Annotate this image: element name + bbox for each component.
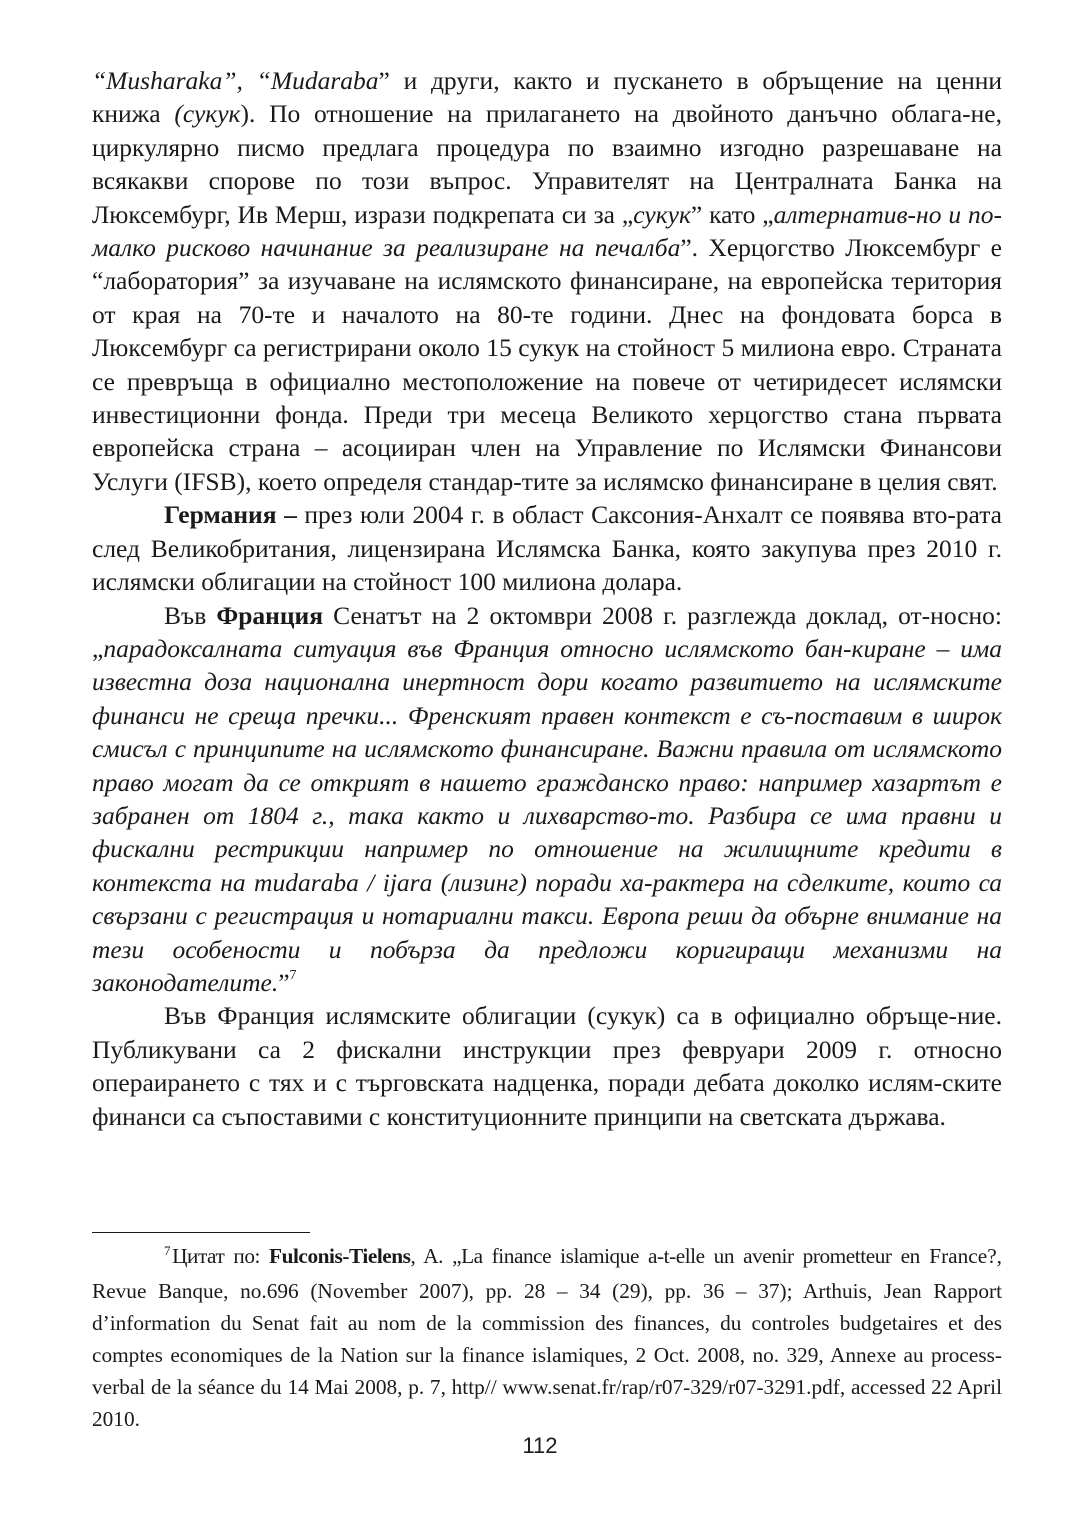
text-segment: ). По отношение на прилагането на двойното данъчно облага-не, циркулярно писмо предлага процедура по взаимно изгодно разрешаване на всякакви спорове по този въпрос. Управителят на Централната Банка на Люксембург, Ив Мерш, изрази подкрепата си за „ <box>92 99 1002 229</box>
quote-alternative: алтернатив-но и по-малко рисково начинание за реализиране на печалба <box>92 199 1003 263</box>
paragraph-germany <box>92 498 1002 598</box>
text-segment: ”. Херцогство Люксембург е “лаборатория” за изучаване на ислямското финансиране, на европейска територия от края на 70-те и началото на 80-те години. Днес на фондовата борса в Люксембург са регистрирани около 15 сукук на стойност 5 милиона евро. Страната се превръща в официално местоположение на повече от четиридесет ислямски инвестиционни фонда. Преди три месеца Великото херцогство стана първата европейска страна – асоцииран член на Управление по Ислямски Финансови Услуги (IFSB), което определя стандар-тите за ислямско финансиране в целия свят. <box>92 233 1002 496</box>
footnote-reference[interactable]: 7 <box>289 968 297 984</box>
footnote-number: 7 <box>164 1243 171 1258</box>
footnote <box>92 1240 1002 1435</box>
paragraph-luxembourg <box>92 64 1002 498</box>
footnote-separator <box>92 1232 310 1233</box>
closing-quote: ” <box>278 967 290 997</box>
footnote-text <box>92 1240 1002 1435</box>
paragraph-france-senate <box>92 599 1002 1000</box>
heading-france: Франция <box>216 600 324 630</box>
main-text <box>92 64 1002 1133</box>
text-segment: Във Франция ислямските облигации (сукук) са в официално обръще-ние. Публикувани са 2 фискални инструкции през февруари 2009 г. относно операирането с тях и с търговската надценка, поради дебата доколко ислям-ските финанси са съпоставими с конституционните принципи на светската държава. <box>92 1001 1002 1131</box>
text-segment: през юли 2004 г. в област Саксония-Анхалт се появява вто-рата след Великобритания, лицензирана Ислямска Банка, която закупува през 2010 г. ислямски облигации на стойност 100 милиона долара. <box>92 500 1002 597</box>
term-sukuk: сукук <box>633 199 691 229</box>
term-sukuk-paren: (сукук <box>174 99 241 129</box>
footnote-first-line <box>164 1244 920 1268</box>
text-segment: Сенатът на 2 октомври 2008 г. разглежда доклад, от-носно: „ <box>92 600 1003 663</box>
text-segment: Във <box>164 600 217 630</box>
footnote-body: France?, Revue Banque, no.696 (November 2007), pp. 28 – 34 (29), pp. 36 – 37); Arthuis, Jean Rapport d’information du Senat fait au nom de la commission des finances, du controles budgetaires et des comptes economiques de la Nation sur la finance islamiques, 2 Oct. 2008, no. 329, Annexe au process-verbal de la séance du 14 Mai 2008, p. 7, http// www.senat.fr/rap/r07-329/r07-3291.pdf, accessed 22 April 2010. <box>92 1244 1002 1431</box>
term-musharaka: “Musharaka”, <box>92 66 243 95</box>
text-segment: ” и други, както и пускането в обръщение на ценни книжа <box>92 66 1003 129</box>
heading-germany: Германия – <box>164 500 297 530</box>
term-mudaraba: “Mudaraba <box>256 66 379 95</box>
paragraph-france-bonds <box>92 999 1002 1133</box>
page-number: 112 <box>522 1433 558 1458</box>
quote-senate-report: парадоксалната ситуация във Франция относно ислямското бан-киране – има известна доза национална инертност дори когато развитието на ислямските финанси не среща пречки... Френският правен контекст е съ-поставим в широк смисъл с принципите на ислямското финансиране. Важни правила от ислямското право могат да се открият в нашето гражданско право: например хазартът е забранен от 1804 г., така както и лихварство-то. Разбира се има правни и фискални рестрикции например по отношение на жилищните кредити в контекста на mudaraba / ijara (лизинг) поради ха-рактера на сделките, които са свързани с регистрация и нотариални такси. Европа реши да обърне внимание на тези особености и побърза да предложи коригиращи механизми на законодателите. <box>92 633 1002 997</box>
footnote-author: Fulconis-Tielens <box>269 1244 411 1268</box>
footnote-first-line-rest: , A. „La finance islamique a-t-elle un avenir prometteur en <box>410 1244 920 1268</box>
footnote-prefix: Цитат по: <box>172 1244 270 1268</box>
text-segment: ” като „ <box>690 199 774 229</box>
